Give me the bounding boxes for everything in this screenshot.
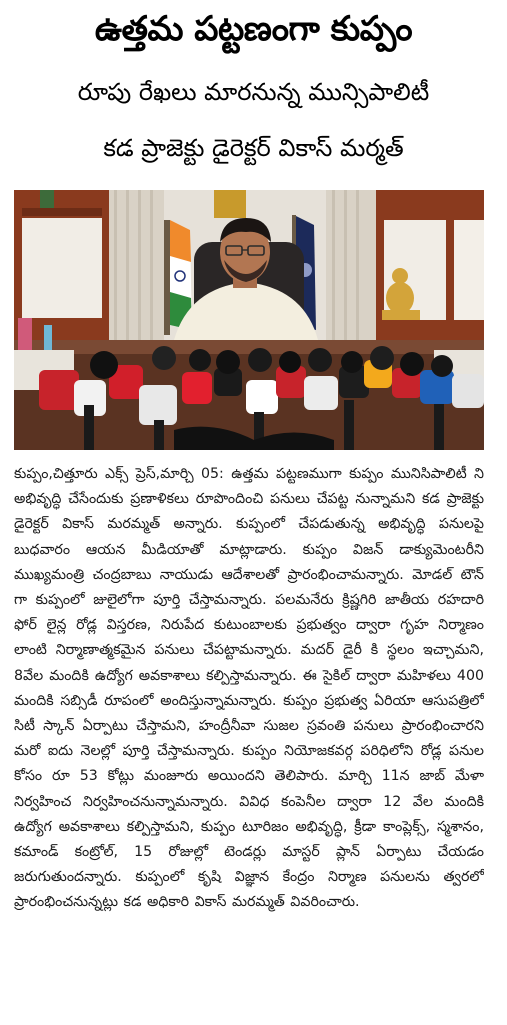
- subheadline-2: కడ ప్రాజెక్టు డైరెక్టర్ వికాస్ మర్మత్: [103, 134, 404, 162]
- subheadline-1: రూపు రేఖలు మారనున్న మున్సిపాలిటీ: [77, 78, 430, 106]
- headline: ఉత్తమ పట్టణంగా కుప్పం: [94, 9, 413, 49]
- press-conference-photo: [14, 190, 484, 450]
- article-text: కుప్పం,చిత్తూరు ఎక్స్ ప్రెస్,మార్చి 05: ఉత్తమ పట్టణముగా కుప్పం మునిసిపాలిటీ ని అభివృద్ధి చేసేందుకు ప్రణాళికలు రూపొందించి పనులు చేపట్ట నున్నామని కడ ప్రాజెక్టు డైరెక్టర్ వికాస్ మరమ్మత్ అన్నారు. కుప్పంలో చేపడుతున్న అభివృద్ధి పనులపై బుధవారం ఆయన మీడియాతో మాట్లాడారు. కుప్పం విజన్ డాక్యుమెంటరీని ముఖ్యమంత్రి చంద్రబాబు నాయుడు ఆదేశాలతో ప్రారంభించామన్నారు. మోడల్ టౌన్ గా కుప్పంలో జులైలోగా పూర్తి చేస్తామన్నారు. పలమనేరు క్రిష్ణగిరి జాతీయ రహదారి ఫోర్ లైన్ల రోడ్ల విస్తరణ, నిరుపేద కుటుంబాలకు ప్రభుత్వం ద్వారా గృహ నిర్మాణం లాంటి నిర్మాణాత్మకమైన పనులు చేపట్టామన్నారు. మదర్ డైరీ కి స్థలం ఇచ్చామని, 8వేల మందికి ఉద్యోగ అవకాశాలు కల్పిస్తామన్నారు. ఈ సైకిల్ ద్వారా మహిళలు 400 మందికి సబ్సిడీ రూపంలో అందిస్తున్నామన్నారు. కుప్పం ప్రభుత్వ ఏరియా ఆసుపత్రిలో సిటీ స్కాన్ ఏర్పాటు చేస్తామని, హంద్రీనీవా సుజల స్రవంతి పనులు ప్రారంభించారని మరో ఐదు నెలల్లో పూర్తి చేస్తామన్నారు. కుప్పం నియోజకవర్గ పరిధిలోని రోడ్ల పనుల కోసం రూ 53 కోట్లు మంజూరు అయిందని తెలిపారు. మార్చి 11న జాబ్ మేళా నిర్వహించ నిర్వహించనున్నామన్నారు. వివిధ కంపెనీల ద్వారా 12 వేల మందికి ఉద్యోగ అవకాశాలు కల్పిస్తామని, కుప్పం టూరిజం అభివృద్ధి, క్రీడా కాంప్లెక్స్, స్మశానం, కమాండ్ కంట్రోల్, 15 రోజుల్లో టెండర్లు మాస్టర్ ప్లాన్ ఏర్పాటు చేయడం జరుగుతుందన్నారు. కుప్పంలో కృషి విజ్ఞాన కేంద్రం నిర్మాణ పనులను త్వరలో ప్రారంభించనున్నట్లు కడ అధికారి వికాస్ మరమ్మత్ వివరించారు.: [14, 466, 484, 911]
- article-body: [14, 462, 484, 1022]
